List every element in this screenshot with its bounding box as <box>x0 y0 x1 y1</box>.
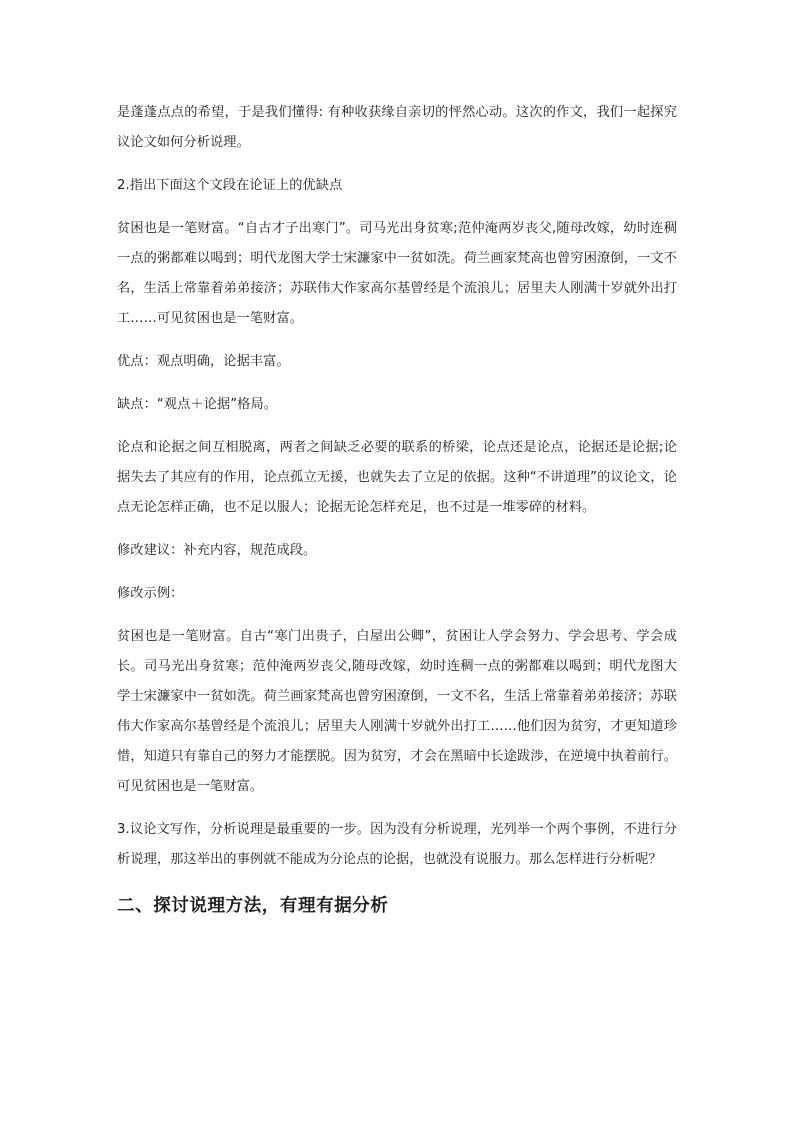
intro-paragraph: 是蓬蓬点点的希望，于是我们懂得: 有种收获缘自亲切的怦然心动。这次的作文，我们一起探究议论文如何分析说理。 <box>117 105 677 150</box>
strengths-note: 优点：观点明确，论据丰富。 <box>117 354 290 369</box>
analysis-paragraph: 论点和论据之间互相脱离，两者之间缺乏必要的联系的桥梁，论点还是论点，论据还是论据;论据失去了其应有的作用，论点孤立无援，也就失去了立足的依据。这种“不讲道理”的议论文，论点无论怎样正确，也不足以服人；论据无论怎样充足，也不过是一堆零碎的材料。 <box>117 440 677 515</box>
original-passage: 贫困也是一笔财富。“自古才子出寒门”。司马光出身贫寒;范仲淹两岁丧父,随母改嫁，幼时连稠一点的粥都难以喝到；明代龙图大学士宋濂家中一贫如洗。荷兰画家梵高也曾穷困潦倒，一文不名，生活上常靠着弟弟接济；苏联伟大作家高尔基曾经是个流浪儿；居里夫人刚满十岁就外出打工……可见贫困也是一笔财富。 <box>117 221 677 326</box>
question-2-heading: 2.指出下面这个文段在论证上的优缺点 <box>117 178 343 193</box>
revision-suggestion: 修改建议：补充内容，规范成段。 <box>117 543 317 558</box>
weaknesses-note: 缺点：“观点＋论据”格局。 <box>117 397 278 412</box>
section-heading: 二、探讨说理方法，有理有据分析 <box>117 896 389 916</box>
document-body <box>117 98 677 921</box>
revision-example-label: 修改示例： <box>117 586 184 601</box>
revised-passage: 贫困也是一笔财富。自古“寒门出贵子，白屋出公卿”，贫困让人学会努力、学会思考、学会成长。司马光出身贫寒；范仲淹两岁丧父,随母改嫁，幼时连稠一点的粥都难以喝到；明代龙图大学士宋濂家中一贫如洗。荷兰画家梵高也曾穷困潦倒，一文不名，生活上常靠着弟弟接济；苏联伟大作家高尔基曾经是个流浪儿；居里夫人刚满十岁就外出打工……他们因为贫穷，才更知道珍惜，知道只有靠自己的努力才能摆脱。因为贫穷，才会在黑暗中长途跋涉，在逆境中执着前行。可见贫困也是一笔财富。 <box>117 629 677 794</box>
question-3-paragraph: 3.议论文写作，分析说理是最重要的一步。因为没有分析说理，光列举一个两个事例，不进行分析说理，那这举出的事例就不能成为分论点的论据，也就没有说服力。那么怎样进行分析呢？ <box>117 822 677 867</box>
